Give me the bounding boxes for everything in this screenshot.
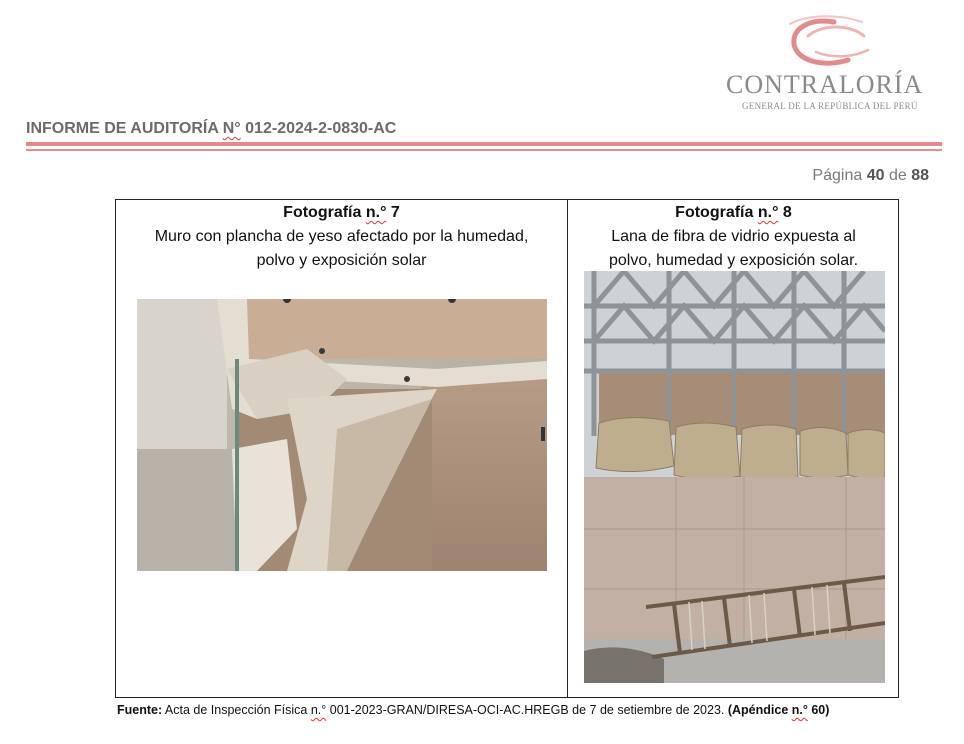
logo-name: CONTRALORÍA — [726, 70, 924, 99]
photo-7-caption-line-2: polvo y exposición solar — [256, 252, 427, 269]
page-total: 88 — [911, 167, 929, 184]
photo-8-caption-line-2: polvo, humedad y exposición solar. — [608, 252, 859, 269]
source-note — [117, 703, 829, 717]
photo-8-title-n: n.° — [757, 204, 779, 221]
page-number — [812, 167, 929, 185]
source-n: n.° — [310, 703, 327, 717]
report-title-n: N° — [222, 120, 241, 137]
source-appendix-n: n.° — [791, 703, 808, 717]
logo-subtitle: GENERAL DE LA REPÚBLICA DEL PERÚ — [742, 101, 918, 111]
source-appendix-b: 60) — [807, 703, 830, 717]
page-of: de — [888, 167, 907, 184]
contraloria-logo-swirl-icon — [770, 14, 880, 74]
photo-8-caption — [568, 201, 899, 273]
exposed-fiberglass-wool-photo — [584, 271, 885, 683]
photo-7-title-number: 7 — [390, 204, 400, 221]
header-rule-thin — [26, 149, 942, 151]
page-current: 40 — [866, 167, 885, 184]
damaged-drywall-photo — [137, 299, 547, 571]
photo-7-title — [116, 201, 567, 225]
report-title-prefix: INFORME DE AUDITORÍA — [26, 120, 219, 137]
source-appendix-a: (Apéndice — [727, 703, 792, 717]
source-label: Fuente: — [117, 703, 163, 717]
photo-8-title-prefix: Fotografía — [675, 204, 754, 221]
table-column-divider — [567, 199, 568, 698]
photo-8-title — [568, 201, 899, 225]
source-text-a: Acta de Inspección Física — [162, 703, 311, 717]
report-title — [26, 120, 396, 138]
photo-7-title-n: n.° — [365, 204, 387, 221]
source-appendix — [728, 703, 830, 717]
photo-8-caption-line-1: Lana de fibra de vidrio expuesta al — [611, 228, 856, 245]
photo-7-title-prefix: Fotografía — [283, 204, 362, 221]
header-rule-thick — [26, 142, 942, 146]
photo-7-caption — [116, 201, 567, 273]
photo-8-title-number: 8 — [782, 204, 792, 221]
report-title-number: 012-2024-2-0830-AC — [245, 120, 397, 137]
page-label: Página — [812, 167, 863, 184]
photo-7-caption-line-1: Muro con plancha de yeso afectado por la humedad, — [154, 228, 529, 245]
source-text-b: 001-2023-GRAN/DIRESA-OCI-AC.HREGB de 7 de setiembre de 2023. — [326, 703, 728, 717]
